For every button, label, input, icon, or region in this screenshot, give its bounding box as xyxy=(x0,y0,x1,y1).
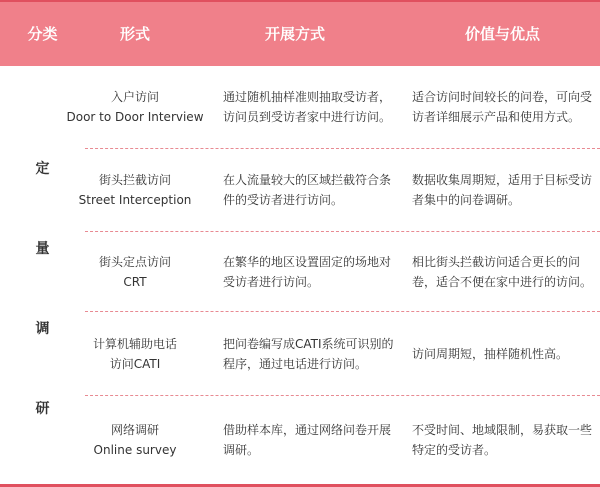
table-row xyxy=(85,232,600,312)
form-name-en: Door to Door Interview xyxy=(66,110,204,124)
value-cell: 不受时间、地域限制，易获取一些特定的受访者。 xyxy=(412,423,593,457)
form-name: 入户访问 xyxy=(110,90,159,104)
table-header xyxy=(0,0,600,66)
category-char: 调 xyxy=(35,321,50,337)
method-cell: 借助样本库，通过网络问卷开展调研。 xyxy=(223,423,392,457)
table-row xyxy=(66,66,600,149)
method-cell: 在人流量较大的区域拦截符合条件的受访者进行访问。 xyxy=(223,173,392,207)
form-name: 网络调研 xyxy=(110,423,159,437)
method-cell: 通过随机抽样准则抽取受访者，访问员到受访者家中进行访问。 xyxy=(223,90,392,124)
form-cell xyxy=(85,396,185,484)
value-cell: 数据收集周期短，适用于目标受访者集中的问卷调研。 xyxy=(412,173,593,207)
form-name: 街头定点访问 xyxy=(98,254,171,269)
method-cell: 在繁华的地区设置固定的场地对受访者进行访问。 xyxy=(223,254,392,289)
value-cell: 访问周期短，抽样随机性高。 xyxy=(412,346,569,361)
form-name-en: Street Interception xyxy=(78,193,192,207)
header-category: 分类 xyxy=(27,25,58,43)
form-name-en: 访问CATI xyxy=(109,356,161,371)
category-char: 量 xyxy=(35,241,50,257)
table-row xyxy=(85,312,600,396)
category-column xyxy=(0,66,85,484)
form-cell xyxy=(85,312,185,395)
value-cell: 适合访问时间较长的问卷，可向受访者详细展示产品和使用方式。 xyxy=(412,90,593,124)
header-method: 开展方式 xyxy=(264,25,325,43)
value-cell: 相比街头拦截访问适合更长的问卷，适合不便在家中进行的访问。 xyxy=(412,254,593,289)
header-form: 形式 xyxy=(119,25,150,43)
table-row xyxy=(78,149,600,232)
method-cell: 把问卷编写成CATI系统可识别的程序，通过电话进行访问。 xyxy=(223,336,394,371)
header-value: 价值与优点 xyxy=(464,25,540,43)
form-name: 计算机辅助电话 xyxy=(92,336,177,351)
table-row xyxy=(85,396,600,484)
form-name: 街头拦截访问 xyxy=(98,173,171,187)
form-cell xyxy=(66,66,204,148)
form-name-en: CRT xyxy=(123,274,147,289)
category-char: 研 xyxy=(35,401,50,417)
form-cell xyxy=(85,232,185,311)
form-name-en: Online survey xyxy=(93,443,177,457)
category-char: 定 xyxy=(35,161,50,177)
form-cell xyxy=(78,149,192,231)
